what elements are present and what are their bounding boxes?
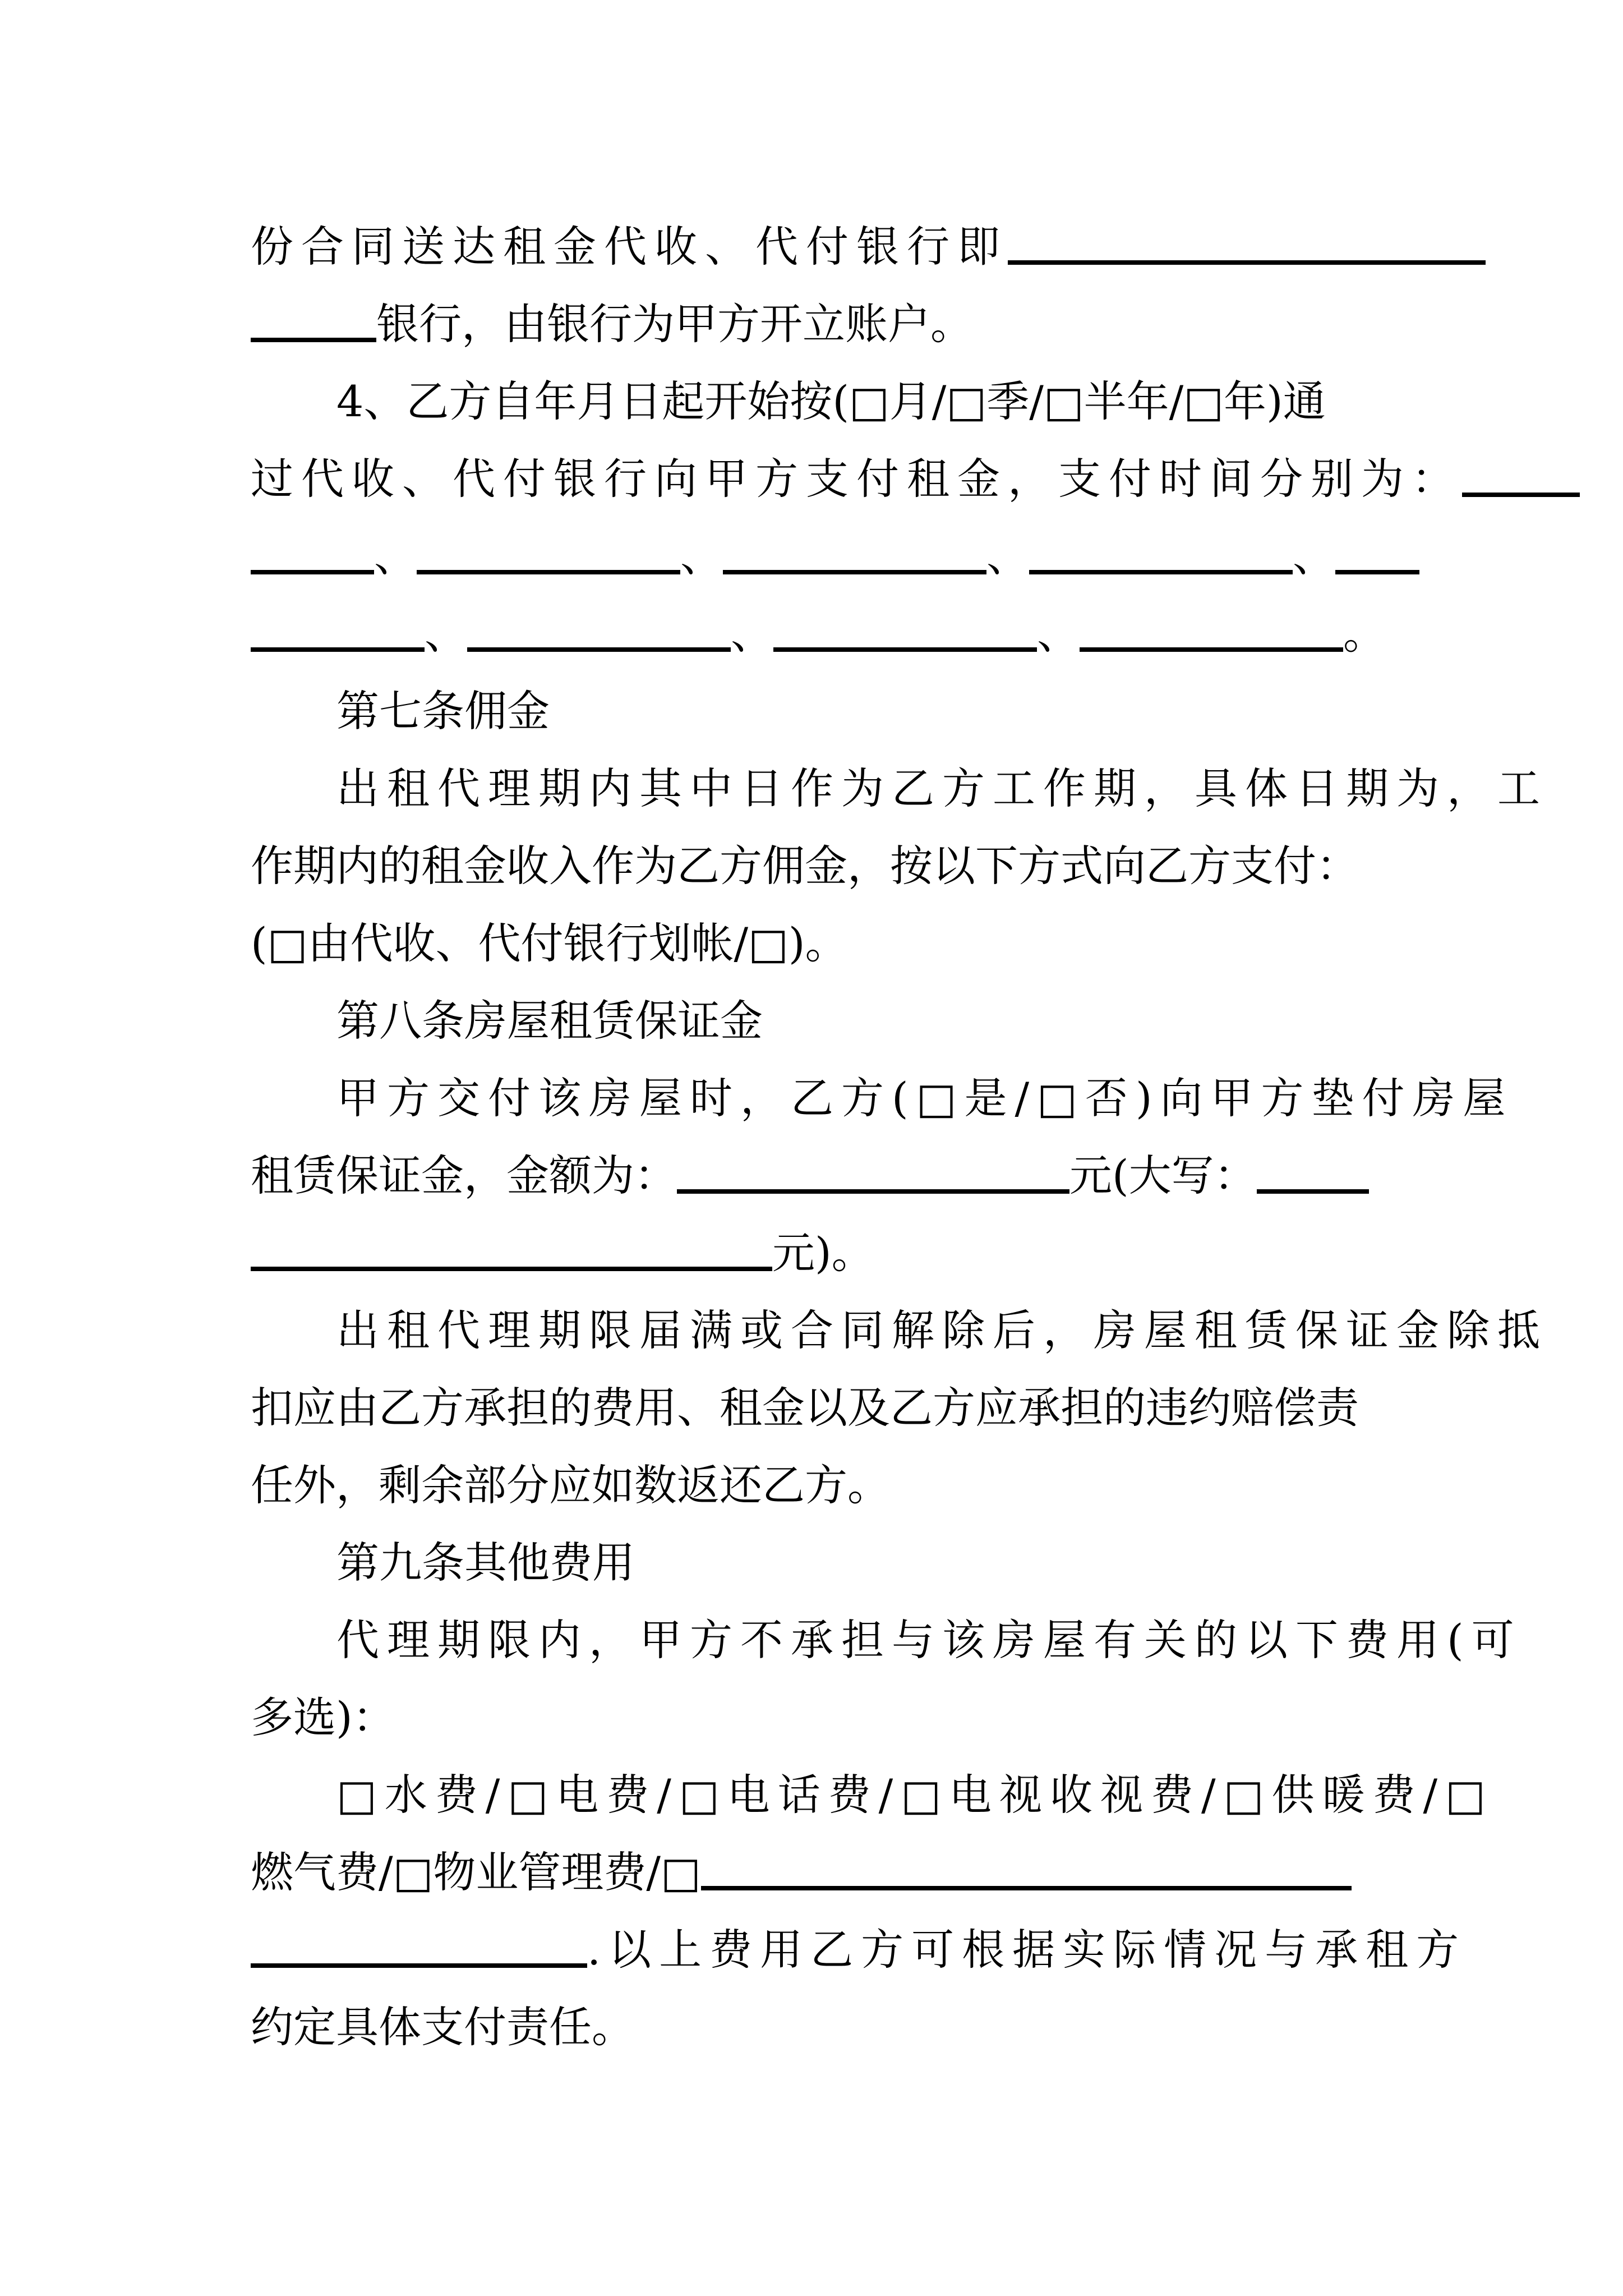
paragraph-line [251, 1457, 890, 1513]
fill-in-blank [251, 1930, 587, 1968]
fill-in-blank [1462, 459, 1580, 497]
line-text: .以上费用乙方可根据实际情况与承租方 [587, 1925, 1467, 1975]
paragraph-line [251, 219, 1486, 275]
paragraph-line [251, 528, 1419, 585]
line-text: 4、乙方自年月日起开始按(□月/□季/□半年/□年)通 [336, 376, 1326, 426]
section-heading [336, 993, 763, 1049]
fill-in-blank [1008, 227, 1486, 265]
paragraph-line [251, 838, 1359, 894]
line-text: 作期内的租金收入作为乙方佣金，按以下方式向乙方支付： [251, 841, 1359, 891]
fill-in-blank [467, 614, 731, 652]
line-text: 出租代理期限届满或合同解除后，房屋租赁保证金除抵 [336, 1305, 1548, 1355]
fill-in-blank [417, 536, 680, 574]
line-text: 燃气费/□物业管理费/□ [251, 1847, 701, 1897]
section-heading [336, 683, 550, 739]
fill-in-blank [1335, 536, 1419, 574]
paragraph-line [336, 1767, 1493, 1823]
line-text: 出租代理期内其中日作为乙方工作期，具体日期为，工 [336, 763, 1548, 813]
fill-in-blank [251, 536, 374, 574]
fill-in-blank [1029, 536, 1293, 574]
paragraph-line [251, 1148, 1369, 1204]
heading-text: 第七条佣金 [336, 686, 550, 736]
line-separator: 、 [680, 531, 723, 581]
paragraph-line [251, 606, 1386, 662]
fill-in-blank [251, 614, 425, 652]
paragraph-line [251, 915, 848, 972]
line-text: 多选)： [251, 1692, 395, 1742]
fill-in-blank [251, 304, 376, 342]
line-separator: 、 [986, 531, 1029, 581]
line-text: 扣应由乙方承担的费用、租金以及乙方应承担的违约赔偿责 [251, 1383, 1359, 1433]
paragraph-line [336, 1303, 1548, 1359]
line-separator: 、 [425, 609, 467, 659]
line-text: □水费/□电费/□电话费/□电视收视费/□供暖费/□ [336, 1770, 1493, 1820]
line-separator: 、 [1037, 609, 1080, 659]
line-text: 份合同送达租金代收、代付银行即 [251, 222, 1008, 272]
paragraph-line [336, 761, 1548, 817]
line-separator: 、 [731, 609, 773, 659]
paragraph-line [251, 1999, 634, 2055]
paragraph-line [251, 1225, 874, 1281]
paragraph-line [251, 1844, 1352, 1901]
fill-in-blank [723, 536, 986, 574]
paragraph-line [251, 1380, 1359, 1436]
heading-text: 第八条房屋租赁保证金 [336, 996, 763, 1046]
line-terminator: 。 [1343, 609, 1386, 659]
line-text: 银行，由银行为甲方开立账户。 [376, 299, 973, 349]
line-text: 元(大写： [1069, 1151, 1257, 1200]
line-text: 租赁保证金，金额为： [251, 1151, 677, 1200]
fill-in-blank [251, 1233, 772, 1271]
section-heading [336, 1535, 635, 1591]
heading-text: 第九条其他费用 [336, 1538, 635, 1588]
line-separator: 、 [374, 531, 417, 581]
fill-in-blank [1080, 614, 1343, 652]
line-text: 甲方交付该房屋时，乙方(□是/□否)向甲方垫付房屋 [336, 1073, 1514, 1123]
fill-in-blank [1257, 1156, 1369, 1194]
fill-in-blank [677, 1156, 1069, 1194]
paragraph-line [251, 1690, 395, 1746]
paragraph-line [251, 296, 973, 352]
line-text: (□由代收、代付银行划帐/□)。 [251, 918, 848, 968]
line-text: 代理期限内，甲方不承担与该房屋有关的以下费用(可 [336, 1615, 1522, 1665]
fill-in-blank [773, 614, 1037, 652]
line-text: 任外，剩余部分应如数返还乙方。 [251, 1460, 890, 1510]
line-text: 过代收、代付银行向甲方支付租金，支付时间分别为： [251, 454, 1462, 504]
paragraph-line [251, 451, 1580, 507]
paragraph-line [336, 1612, 1522, 1668]
fill-in-blank [701, 1852, 1352, 1890]
line-text: 约定具体支付责任。 [251, 2002, 634, 2052]
line-text: 元)。 [772, 1228, 874, 1278]
paragraph-line [251, 1922, 1467, 1978]
line-separator: 、 [1293, 531, 1335, 581]
paragraph-line [336, 374, 1326, 430]
paragraph-line [336, 1070, 1514, 1126]
